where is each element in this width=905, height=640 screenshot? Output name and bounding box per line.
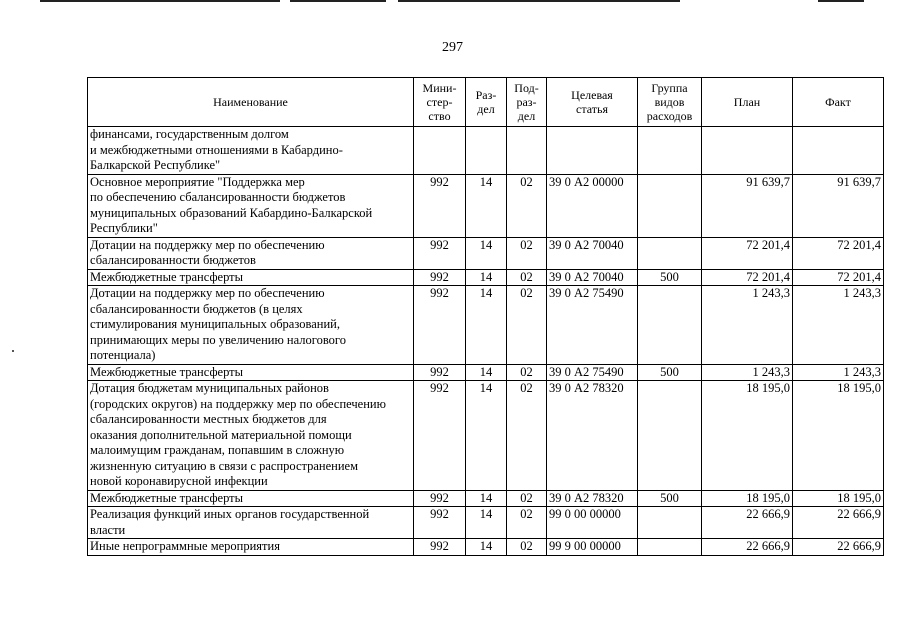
cell-plan: 18 195,0 [702, 381, 793, 491]
cell-subsection: 02 [507, 507, 547, 539]
cell-target: 39 0 А2 70040 [547, 269, 638, 286]
cell-ministry: 992 [414, 381, 466, 491]
cell-group [638, 507, 702, 539]
table-row [88, 364, 884, 381]
cell-ministry: 992 [414, 237, 466, 269]
cell-plan: 91 639,7 [702, 174, 793, 237]
top-rule-left [40, 0, 280, 2]
cell-section: 14 [466, 507, 507, 539]
cell-plan: 22 666,9 [702, 539, 793, 556]
table-row [88, 490, 884, 507]
table-header-row [88, 78, 884, 127]
header-target: Целевая статья [547, 78, 638, 127]
cell-fact: 1 243,3 [793, 364, 884, 381]
header-section: Раз- дел [466, 78, 507, 127]
cell-subsection: 02 [507, 364, 547, 381]
cell-subsection: 02 [507, 174, 547, 237]
cell-group [638, 286, 702, 365]
cell-name: Межбюджетные трансферты [88, 269, 414, 286]
cell-target: 39 0 А2 78320 [547, 381, 638, 491]
header-name: Наименование [88, 78, 414, 127]
cell-fact: 22 666,9 [793, 539, 884, 556]
cell-name: Иные непрограммные мероприятия [88, 539, 414, 556]
cell-fact: 18 195,0 [793, 490, 884, 507]
cell-subsection [507, 127, 547, 175]
cell-section: 14 [466, 174, 507, 237]
cell-subsection: 02 [507, 381, 547, 491]
cell-ministry: 992 [414, 507, 466, 539]
cell-ministry: 992 [414, 174, 466, 237]
budget-table [87, 77, 884, 556]
cell-name: Основное мероприятие "Поддержка мер по обеспечению сбалансированности бюджетов муниципальных образований Кабардино-Балкарской Республики" [88, 174, 414, 237]
cell-fact [793, 127, 884, 175]
cell-section: 14 [466, 269, 507, 286]
cell-name: финансами, государственным долгом и межбюджетными отношениями в Кабардино- Балкарской Республике" [88, 127, 414, 175]
top-rule-middle [290, 0, 386, 2]
cell-ministry: 992 [414, 539, 466, 556]
table-row [88, 381, 884, 491]
page-number: 297 [442, 40, 463, 55]
cell-fact: 91 639,7 [793, 174, 884, 237]
cell-subsection: 02 [507, 286, 547, 365]
cell-target: 39 0 А2 75490 [547, 364, 638, 381]
cell-name: Дотации на поддержку мер по обеспечению сбалансированности бюджетов [88, 237, 414, 269]
cell-section [466, 127, 507, 175]
cell-fact: 1 243,3 [793, 286, 884, 365]
cell-group: 500 [638, 269, 702, 286]
header-ministry: Мини- стер- ство [414, 78, 466, 127]
cell-name: Дотации на поддержку мер по обеспечению сбалансированности бюджетов (в целях стимулирования муниципальных образований, принимающих меры по увеличению налогового потенциала) [88, 286, 414, 365]
header-subsection: Под- раз- дел [507, 78, 547, 127]
cell-target: 39 0 А2 75490 [547, 286, 638, 365]
cell-plan [702, 127, 793, 175]
cell-section: 14 [466, 490, 507, 507]
cell-group: 500 [638, 364, 702, 381]
cell-fact: 18 195,0 [793, 381, 884, 491]
cell-group [638, 127, 702, 175]
cell-plan: 22 666,9 [702, 507, 793, 539]
table-row [88, 507, 884, 539]
cell-target: 39 0 А2 70040 [547, 237, 638, 269]
cell-section: 14 [466, 539, 507, 556]
cell-ministry: 992 [414, 269, 466, 286]
cell-fact: 72 201,4 [793, 269, 884, 286]
cell-section: 14 [466, 286, 507, 365]
cell-subsection: 02 [507, 269, 547, 286]
cell-fact: 72 201,4 [793, 237, 884, 269]
cell-section: 14 [466, 237, 507, 269]
cell-plan: 72 201,4 [702, 237, 793, 269]
cell-target: 39 0 А2 00000 [547, 174, 638, 237]
cell-plan: 1 243,3 [702, 286, 793, 365]
cell-subsection: 02 [507, 539, 547, 556]
cell-fact: 22 666,9 [793, 507, 884, 539]
scan-mark [12, 350, 14, 352]
table-row [88, 127, 884, 175]
top-rule-right [398, 0, 680, 2]
table-row [88, 539, 884, 556]
cell-plan: 1 243,3 [702, 364, 793, 381]
cell-ministry: 992 [414, 364, 466, 381]
table-row [88, 269, 884, 286]
cell-group: 500 [638, 490, 702, 507]
cell-name: Дотация бюджетам муниципальных районов (городских округов) на поддержку мер по обеспечению сбалансированности местных бюджетов для оказания дополнительной материальной помощи малоимущим гражданам, попавшим в сложную жизненную ситуацию в связи с распространением новой коронавирусной инфекции [88, 381, 414, 491]
cell-name: Межбюджетные трансферты [88, 490, 414, 507]
table-row [88, 174, 884, 237]
cell-name: Межбюджетные трансферты [88, 364, 414, 381]
cell-ministry: 992 [414, 490, 466, 507]
cell-subsection: 02 [507, 490, 547, 507]
cell-section: 14 [466, 381, 507, 491]
table-row [88, 286, 884, 365]
header-group: Группа видов расходов [638, 78, 702, 127]
cell-group [638, 381, 702, 491]
cell-target [547, 127, 638, 175]
cell-group [638, 237, 702, 269]
cell-subsection: 02 [507, 237, 547, 269]
top-rule-far-right [818, 0, 864, 2]
cell-section: 14 [466, 364, 507, 381]
cell-plan: 72 201,4 [702, 269, 793, 286]
cell-group [638, 539, 702, 556]
header-fact: Факт [793, 78, 884, 127]
table-body [88, 127, 884, 556]
cell-target: 99 9 00 00000 [547, 539, 638, 556]
cell-group [638, 174, 702, 237]
cell-ministry [414, 127, 466, 175]
cell-name: Реализация функций иных органов государственной власти [88, 507, 414, 539]
cell-ministry: 992 [414, 286, 466, 365]
header-plan: План [702, 78, 793, 127]
cell-plan: 18 195,0 [702, 490, 793, 507]
cell-target: 99 0 00 00000 [547, 507, 638, 539]
cell-target: 39 0 А2 78320 [547, 490, 638, 507]
table-row [88, 237, 884, 269]
